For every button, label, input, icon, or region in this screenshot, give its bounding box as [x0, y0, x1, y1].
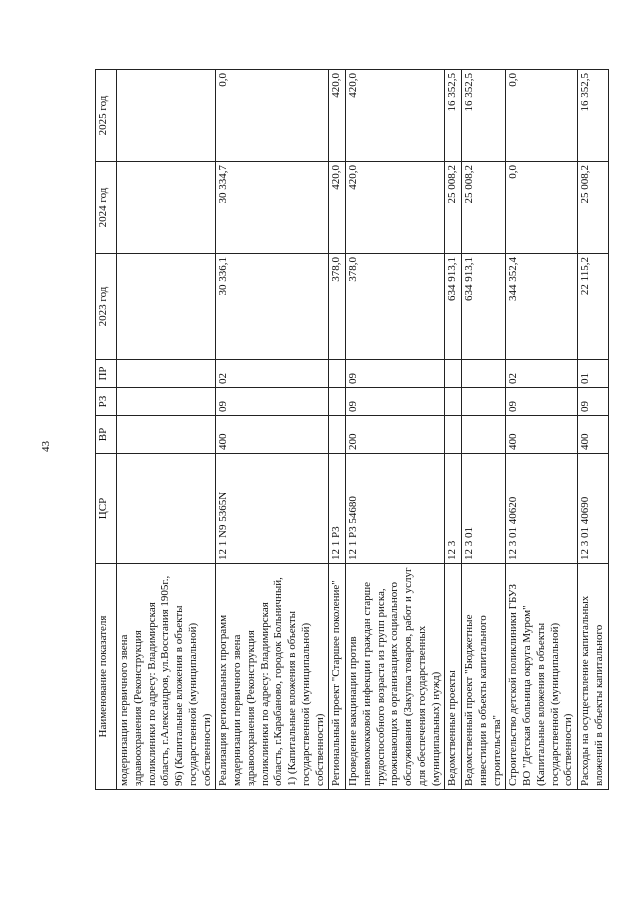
cell-2024: 25 008,2: [445, 162, 462, 254]
cell-csr: 12 1 P3 54680: [346, 454, 445, 564]
cell-2023: 378,0: [346, 254, 445, 360]
cell-2023: [117, 254, 216, 360]
cell-csr: 12 3 01: [462, 454, 506, 564]
cell-pr: 01: [578, 360, 609, 388]
cell-name: Расходы на осуществление капитальных вложений в объекты капитального: [578, 564, 609, 790]
cell-2025: 16 352,5: [462, 70, 506, 162]
cell-2025: 420,0: [329, 70, 346, 162]
cell-2023: 344 352,4: [506, 254, 578, 360]
cell-vr: 200: [346, 416, 445, 454]
cell-vr: 400: [216, 416, 329, 454]
cell-csr: 12 1 P3: [329, 454, 346, 564]
cell-2025: 16 352,5: [445, 70, 462, 162]
cell-csr: 12 3: [445, 454, 462, 564]
table-row: [578, 70, 609, 790]
page-number: 43: [40, 441, 52, 452]
cell-rz: 09: [216, 388, 329, 416]
cell-2024: 420,0: [329, 162, 346, 254]
cell-2025: 16 352,5: [578, 70, 609, 162]
cell-csr: 12 3 01 40620: [506, 454, 578, 564]
cell-name: Реализация региональных программ модернизации первичного звена здравоохранения (Реконструкция поликлиники по адресу: Владимирская область, г.Карабаново, городок Больничный, 1) (Капитальные вложения в объекты государственной (муниципальной) собственности): [216, 564, 329, 790]
cell-pr: 02: [216, 360, 329, 388]
cell-name: Строительство детской поликлиники ГБУЗ ВО "Детская больница округа Муром" (Капитальные вложения в объекты государственной (муниципальной) собственности): [506, 564, 578, 790]
cell-2023: 634 913,1: [462, 254, 506, 360]
cell-csr: 12 1 N9 5365N: [216, 454, 329, 564]
cell-pr: [445, 360, 462, 388]
cell-2024: 420,0: [346, 162, 445, 254]
cell-name: Проведение вакцинации против пневмококковой инфекции граждан старше трудоспособного возраста из групп риска, проживающих в организациях социального обслуживания (Закупка товаров, работ и услуг для обеспечения государственных (муниципальных) нужд): [346, 564, 445, 790]
cell-rz: 09: [346, 388, 445, 416]
cell-name: Ведомственный проект "Бюджетные инвестиции в объекты капитального строительства": [462, 564, 506, 790]
cell-pr: [117, 360, 216, 388]
table-row: [445, 70, 462, 790]
cell-2023: 378,0: [329, 254, 346, 360]
cell-rz: 09: [506, 388, 578, 416]
cell-2024: 25 008,2: [462, 162, 506, 254]
header-2023: 2023 год: [96, 254, 117, 360]
table-row: [329, 70, 346, 790]
cell-csr: 12 3 01 40690: [578, 454, 609, 564]
cell-pr: [462, 360, 506, 388]
table-row: [216, 70, 329, 790]
table-row: [117, 70, 216, 790]
header-csr: ЦСР: [96, 454, 117, 564]
cell-2023: 22 115,2: [578, 254, 609, 360]
table-row: [462, 70, 506, 790]
table-row: [346, 70, 445, 790]
table-row: [506, 70, 578, 790]
cell-csr: [117, 454, 216, 564]
header-name: Наименование показателя: [96, 564, 117, 790]
cell-rz: 09: [578, 388, 609, 416]
cell-rz: [329, 388, 346, 416]
header-pr: ПР: [96, 360, 117, 388]
cell-vr: 400: [506, 416, 578, 454]
cell-pr: 09: [346, 360, 445, 388]
cell-pr: [329, 360, 346, 388]
cell-rz: [445, 388, 462, 416]
cell-vr: [329, 416, 346, 454]
header-row: [96, 70, 117, 790]
rotated-table-wrapper: [95, 70, 615, 790]
cell-vr: [117, 416, 216, 454]
cell-rz: [462, 388, 506, 416]
header-2025: 2025 год: [96, 70, 117, 162]
header-rz: РЗ: [96, 388, 117, 416]
cell-2023: 30 336,1: [216, 254, 329, 360]
cell-pr: 02: [506, 360, 578, 388]
cell-2025: 420,0: [346, 70, 445, 162]
cell-vr: [462, 416, 506, 454]
cell-2024: 30 334,7: [216, 162, 329, 254]
cell-vr: [445, 416, 462, 454]
cell-name: Региональный проект "Старшее поколение": [329, 564, 346, 790]
cell-2024: [117, 162, 216, 254]
header-vr: ВР: [96, 416, 117, 454]
cell-2025: 0,0: [216, 70, 329, 162]
cell-name: Ведомственные проекты: [445, 564, 462, 790]
cell-2025: 0,0: [506, 70, 578, 162]
cell-2025: [117, 70, 216, 162]
cell-name: модернизации первичного звена здравоохранения (Реконструкция поликлиники по адресу: Владимирская область, г.Александров, ул.Восстания 1905г., 96) (Капитальные вложения в объекты государственной (муниципальной) собственности): [117, 564, 216, 790]
budget-table: [95, 69, 609, 790]
header-2024: 2024 год: [96, 162, 117, 254]
cell-2024: 25 008,2: [578, 162, 609, 254]
cell-2023: 634 913,1: [445, 254, 462, 360]
cell-rz: [117, 388, 216, 416]
cell-vr: 400: [578, 416, 609, 454]
cell-2024: 0,0: [506, 162, 578, 254]
